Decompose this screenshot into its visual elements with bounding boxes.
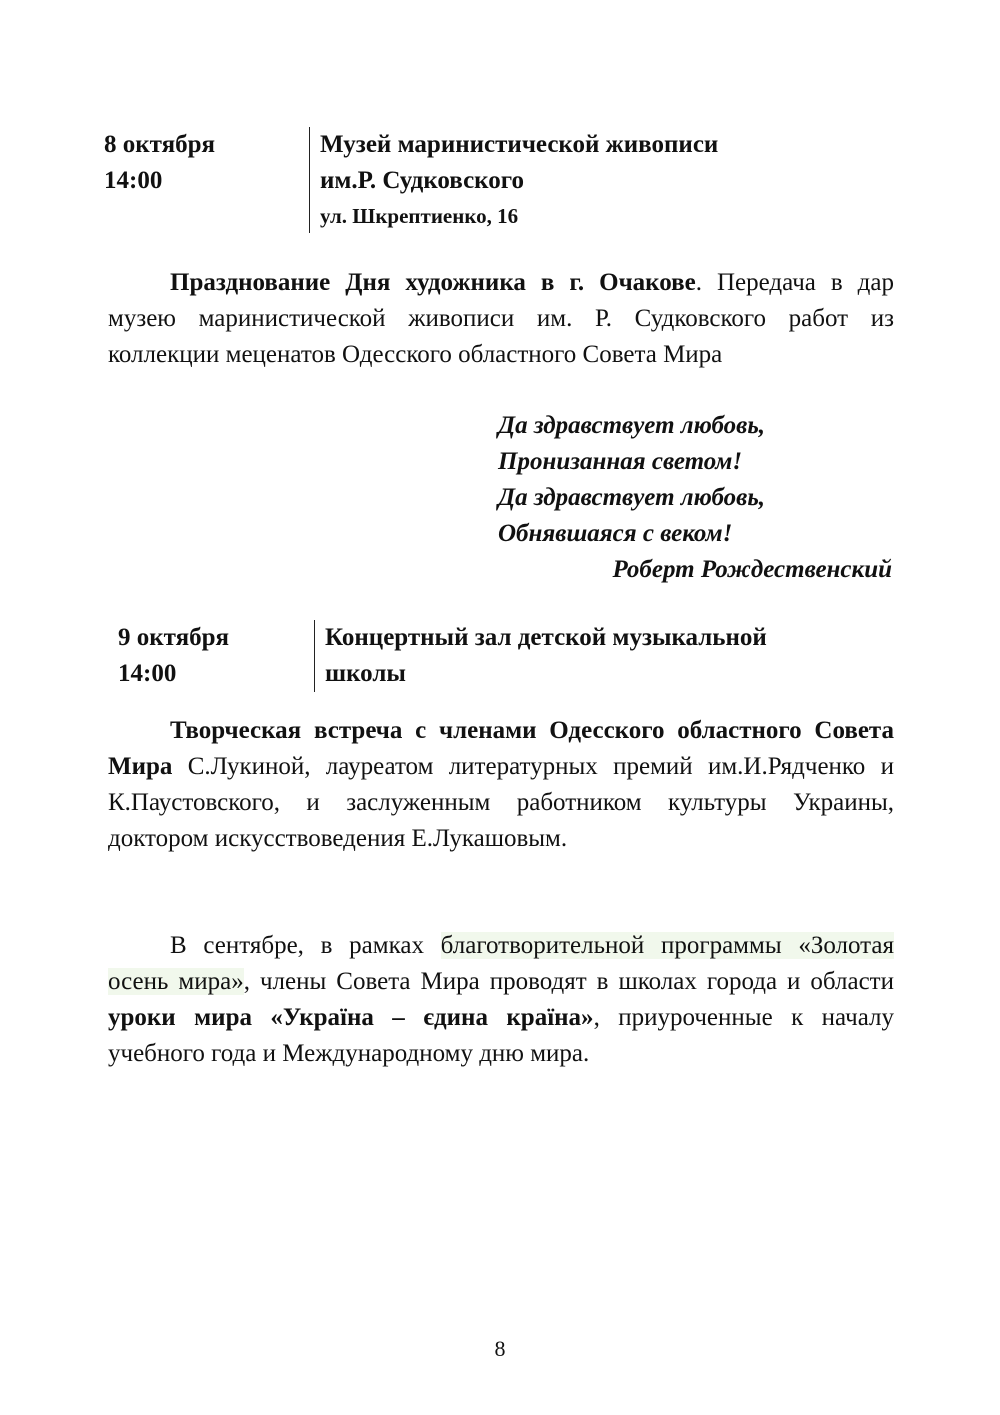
highlighted-text: благотворительной программы «Золотая осень мира» <box>108 932 895 995</box>
event-description-paragraph <box>108 713 894 857</box>
peace-lessons-paragraph <box>108 928 894 1072</box>
paragraph-text: . Передача в дар музею маринистической живописи им. Р. Судковского работ из коллекции меценатов Одесского областного Совета Мира <box>108 269 894 368</box>
event-header-oct-9 <box>118 620 767 692</box>
event-venue <box>309 127 718 233</box>
event-date: 8 октября <box>104 131 216 158</box>
poem-line: Да здравствует любовь, <box>498 412 766 439</box>
venue-line: Музей маринистической живописи <box>320 131 719 158</box>
event-when <box>118 620 314 692</box>
poem-line: Пронизанная светом! <box>498 448 743 475</box>
event-time: 14:00 <box>104 167 163 194</box>
event-time: 14:00 <box>118 660 177 687</box>
paragraph-text: , приуроченные к началу учебного года и Международному дню мира. <box>108 1004 895 1067</box>
paragraph-text: С.Лукиной, лауреатом литературных премий им.И.Рядченко и К.Паустовского, и заслуженным работником культуры Украины, доктором искусствоведения Е.Лукашовым. <box>108 753 894 852</box>
poem-author: Роберт Рождественский <box>612 556 892 583</box>
poem-line: Обнявшаяся с веком! <box>498 520 733 547</box>
event-when <box>104 127 309 233</box>
venue-line: им.Р. Судковского <box>320 167 524 194</box>
bold-text: уроки мира «Україна – єдина країна» <box>108 1004 594 1031</box>
event-title: Творческая встреча с членами Одесского областного Совета Мира <box>108 717 894 780</box>
venue-address: ул. Шкрептиенко, 16 <box>320 204 519 228</box>
event-header-oct-8 <box>104 127 718 233</box>
event-description-paragraph <box>108 265 894 373</box>
paragraph-text: , члены Совета Мира проводят в школах города и области <box>243 968 894 995</box>
poem-epigraph <box>498 408 892 588</box>
venue-line: Концертный зал детской музыкальной <box>325 624 767 651</box>
page-number: 8 <box>494 1336 506 1361</box>
event-date: 9 октября <box>118 624 230 651</box>
event-venue <box>314 620 767 692</box>
event-title: Празднование Дня художника в г. Очакове <box>170 269 696 296</box>
poem-line: Да здравствует любовь, <box>498 484 766 511</box>
venue-line: школы <box>325 660 406 687</box>
paragraph-text: В сентябре, в рамках <box>170 932 441 959</box>
